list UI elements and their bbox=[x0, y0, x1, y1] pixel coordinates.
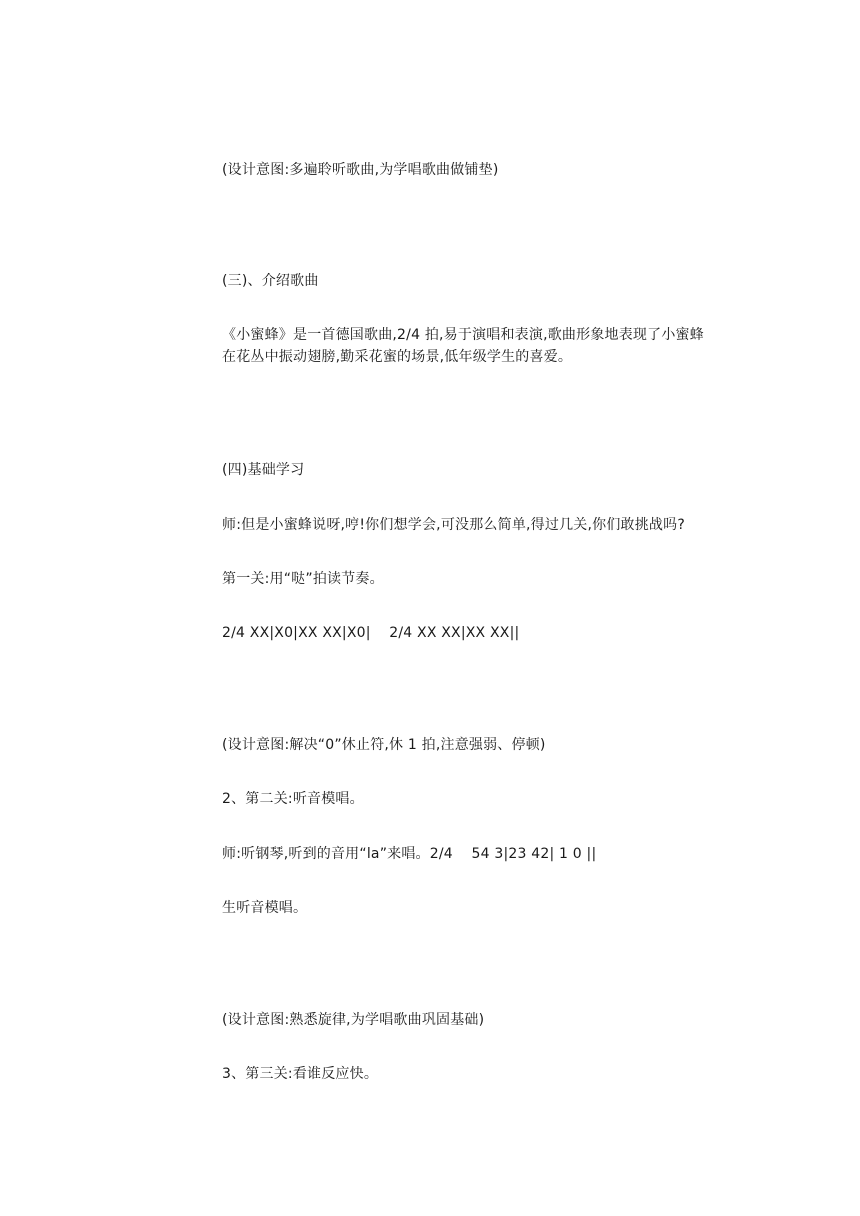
rhythm-notation: 2/4 XX|X0|XX XX|X0| 2/4 XX XX|XX XX|| bbox=[222, 625, 520, 641]
song-intro-line-1: 《小蜜蜂》是一首德国歌曲,2/4 拍,易于演唱和表演,歌曲形象地表现了小蜜蜂 bbox=[222, 327, 704, 343]
level-one-instruction: 第一关:用“哒”拍读节奏。 bbox=[222, 571, 384, 587]
song-intro-line-2: 在花丛中振动翅膀,勤采花蜜的场景,低年级学生的喜爱。 bbox=[222, 349, 573, 365]
section-heading-basic-learning: (四)基础学习 bbox=[222, 462, 305, 478]
teacher-dialogue: 师:但是小蜜蜂说呀,哼!你们想学会,可没那么简单,得过几关,你们敢挑战吗? bbox=[222, 517, 685, 533]
design-intent-note-3: (设计意图:熟悉旋律,为学唱歌曲巩固基础) bbox=[222, 1012, 485, 1028]
level-two-heading: 2、第二关:听音模唱。 bbox=[222, 791, 364, 807]
student-humming: 生听音模唱。 bbox=[222, 900, 308, 916]
design-intent-note-2: (设计意图:解决“0”休止符,休 1 拍,注意强弱、停顿) bbox=[222, 737, 546, 753]
teacher-piano-instruction: 师:听钢琴,听到的音用“la”来唱。2/4 54 3|23 42| 1 0 || bbox=[222, 846, 597, 862]
design-intent-note-1: (设计意图:多遍聆听歌曲,为学唱歌曲做铺垫) bbox=[222, 162, 499, 178]
level-three-heading: 3、第三关:看谁反应快。 bbox=[222, 1066, 379, 1082]
section-heading-introduce-song: (三)、介绍歌曲 bbox=[222, 273, 319, 289]
